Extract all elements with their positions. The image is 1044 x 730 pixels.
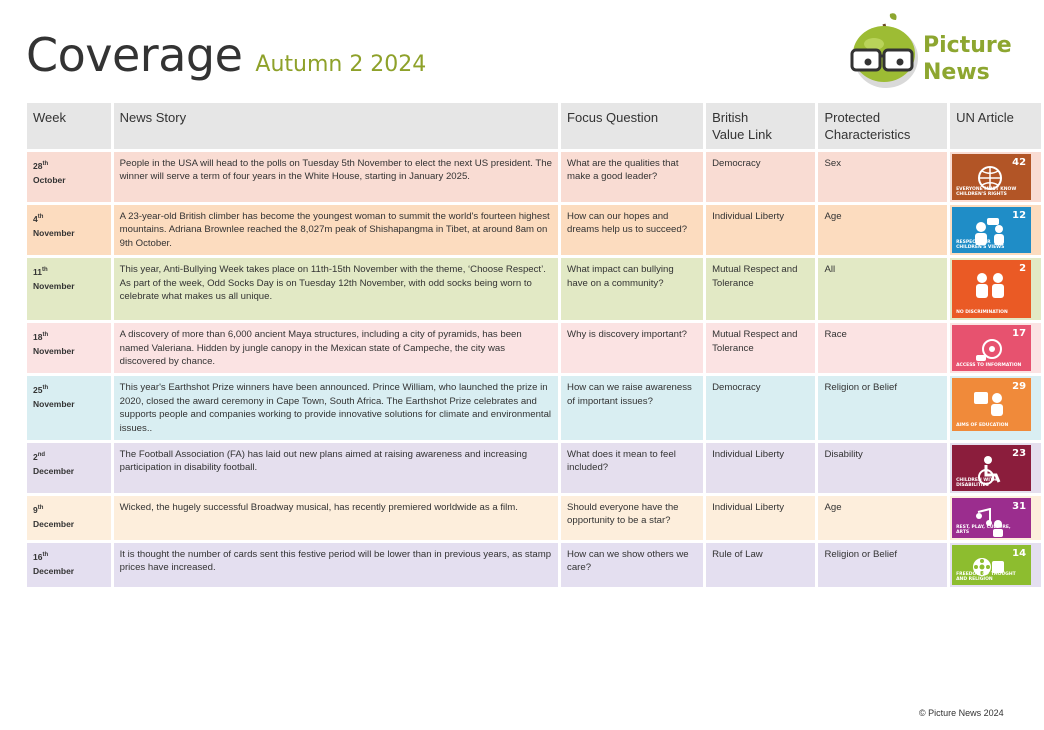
un-article-number: 23 [1012, 448, 1027, 460]
week-day-ordinal: th [42, 332, 49, 339]
week-day: 18 [33, 332, 43, 343]
protected-characteristic-cell: Race [818, 323, 947, 373]
un-article-caption: EVERYONE MUST KNOW CHILDREN'S RIGHTS [956, 187, 1017, 197]
news-story-cell: This year, Anti-Bullying Week takes place on 11th-15th November with the theme, ‘Choose Respect’. As part of the week, Odd Socks Day is on Tuesday 12th November, with odd socks being worn to celebrate what makes us all unique. [114, 258, 558, 320]
un-article-badge [952, 498, 1031, 538]
week-month: December [33, 565, 75, 576]
apple-glasses-icon [846, 10, 922, 90]
un-article-number: 14 [1012, 548, 1027, 560]
week-day-ordinal: th [37, 214, 44, 220]
un-article-badge [952, 154, 1031, 200]
protected-characteristic-cell: Sex [818, 152, 947, 202]
news-story-cell: It is thought the number of cards sent this festive period will be lower than in previous years, as stamp prices have increased. [114, 543, 558, 587]
information-icon [970, 335, 1010, 365]
focus-question-cell: Should everyone have the opportunity to be a star? [561, 496, 703, 540]
table-row [27, 443, 1041, 493]
protected-characteristic-cell: Religion or Belief [818, 543, 947, 587]
protected-characteristic-cell: Religion or Belief [818, 376, 947, 440]
week-month: November [33, 399, 75, 410]
british-value-cell: Democracy [706, 152, 815, 202]
logo-line1: Picture [923, 33, 1012, 58]
week-cell [27, 543, 111, 587]
un-article-badge [952, 378, 1031, 431]
week-cell [27, 443, 111, 493]
focus-question-cell: What does it mean to feel included? [561, 443, 703, 493]
table-body [27, 152, 1041, 587]
un-article-cell [950, 376, 1041, 440]
week-day-ordinal: th [37, 505, 44, 512]
british-value-cell: Rule of Law [706, 543, 815, 587]
protected-characteristic-cell: Age [818, 496, 947, 540]
table-row [27, 323, 1041, 373]
un-article-caption: CHILDREN WITH DISABILITIES [956, 478, 997, 489]
british-value-cell: Individual Liberty [706, 443, 815, 493]
un-article-number: 2 [1019, 263, 1027, 275]
news-story-cell: A discovery of more than 6,000 ancient Maya structures, including a city of pyramids, has been named Valeriana. Hidden by jungle canopy in the Mexican state of Campeche, the city was discovered by chance. [114, 323, 558, 373]
un-article-cell [950, 205, 1041, 255]
focus-question-cell: What impact can bullying have on a community? [561, 258, 703, 320]
week-month: December [33, 465, 75, 476]
week-day: 16 [33, 551, 43, 562]
week-cell [27, 152, 111, 202]
un-article-cell [950, 152, 1041, 202]
week-month: December [33, 518, 75, 529]
table-row [27, 152, 1041, 202]
copyright-text: © Picture News 2024 [919, 708, 1004, 718]
news-story-cell: This year's Earthshot Prize winners have been announced. Prince William, who launched the prize in 2020, closed the award ceremony in Cape Town, South Africa. The Earthshot Prize celebrates and supports people and companies working to provide innovative solutions for climate and environmental issues.. [114, 376, 558, 440]
un-article-number: 29 [1012, 381, 1027, 393]
protected-characteristic-cell: All [818, 258, 947, 320]
header-news-story: News Story [114, 103, 558, 149]
week-day: 28 [33, 160, 43, 171]
focus-question-cell: How can we raise awareness of important issues? [561, 376, 703, 440]
week-day-ordinal: th [42, 385, 49, 392]
un-article-caption: FREEDOM OF THOUGHT AND RELIGION [956, 572, 1016, 583]
un-article-badge [952, 445, 1031, 491]
un-article-cell [950, 443, 1041, 493]
header-focus-question: Focus Question [561, 103, 703, 149]
header-protected-characteristics: Protected Characteristics [818, 103, 947, 149]
focus-question-cell: How can we show others we care? [561, 543, 703, 587]
week-day: 2 [33, 451, 38, 462]
week-month: October [33, 174, 66, 185]
week-day: 11 [33, 267, 42, 278]
un-article-cell [950, 496, 1041, 540]
week-month: November [33, 346, 75, 357]
week-day: 25 [33, 385, 43, 396]
week-cell [27, 496, 111, 540]
page-subtitle: Autumn 2 2024 [255, 52, 427, 77]
un-article-caption: ACCESS TO INFORMATION [956, 363, 1022, 369]
focus-question-cell: What are the qualities that make a good leader? [561, 152, 703, 202]
british-value-cell: Democracy [706, 376, 815, 440]
week-cell [27, 205, 111, 255]
two-people-icon [970, 270, 1010, 300]
table-row [27, 543, 1041, 587]
week-cell [27, 258, 111, 320]
table-row [27, 376, 1041, 440]
week-month: November [33, 281, 75, 292]
un-article-number: 17 [1012, 328, 1027, 340]
coverage-table [24, 100, 1044, 590]
protected-characteristic-cell: Disability [818, 443, 947, 493]
news-story-cell: The Football Association (FA) has laid out new plans aimed at raising awareness and increasing participation in disability football. [114, 443, 558, 493]
header-british-value-link: British Value Link [706, 103, 815, 149]
british-value-cell: Individual Liberty [706, 496, 815, 540]
table-row [27, 258, 1041, 320]
week-day-ordinal: th [42, 267, 48, 274]
table-row [27, 205, 1041, 255]
week-month: November [33, 227, 75, 238]
week-day: 9 [33, 504, 38, 515]
week-day-ordinal: th [42, 552, 49, 559]
un-article-cell [950, 543, 1041, 587]
logo-wordmark [923, 32, 1012, 86]
week-cell [27, 376, 111, 440]
un-article-number: 31 [1012, 501, 1027, 513]
table-row [27, 496, 1041, 540]
news-story-cell: Wicked, the hugely successful Broadway musical, has recently premiered worldwide as a film. [114, 496, 558, 540]
british-value-cell: Mutual Respect and Tolerance [706, 323, 815, 373]
header-week: Week [27, 103, 111, 149]
week-day-ordinal: nd [37, 452, 46, 459]
news-story-cell: People in the USA will head to the polls on Tuesday 5th November to elect the next US president. The winner will serve a term of four years in the White House, starting in January 2025. [114, 152, 558, 202]
page-title: Coverage [26, 28, 243, 82]
focus-question-cell: How can our hopes and dreams help us to succeed? [561, 205, 703, 255]
protected-characteristic-cell: Age [818, 205, 947, 255]
week-day: 4 [33, 213, 38, 224]
un-article-number: 42 [1012, 157, 1027, 168]
education-icon [970, 388, 1010, 418]
un-article-caption: REST, PLAY, CULTURE, ARTS [956, 525, 1011, 536]
un-article-badge [952, 207, 1031, 253]
week-cell [27, 323, 111, 373]
un-article-cell [950, 258, 1041, 320]
logo-line2: News [923, 60, 990, 85]
british-value-cell: Individual Liberty [706, 205, 815, 255]
week-day-ordinal: th [42, 161, 49, 167]
un-article-number: 12 [1012, 210, 1027, 221]
un-article-cell [950, 323, 1041, 373]
un-article-caption: RESPECT FOR CHILDREN'S VIEWS [956, 240, 1005, 250]
table-header-row [27, 103, 1041, 149]
un-article-badge [952, 260, 1031, 318]
un-article-badge [952, 325, 1031, 371]
picture-news-logo [846, 10, 1016, 90]
page-heading [26, 28, 426, 82]
header-un-article: UN Article [950, 103, 1041, 149]
un-article-caption: AIMS OF EDUCATION [956, 423, 1009, 429]
british-value-cell: Mutual Respect and Tolerance [706, 258, 815, 320]
news-story-cell: A 23-year-old British climber has become the youngest woman to summit the world's fourteen highest mountains. Adriana Brownlee reached the 8,027m peak of Shishapangma in Tibet, at around 8am on 9th October. [114, 205, 558, 255]
focus-question-cell: Why is discovery important? [561, 323, 703, 373]
un-article-caption: NO DISCRIMINATION [956, 310, 1008, 316]
un-article-badge [952, 545, 1031, 585]
